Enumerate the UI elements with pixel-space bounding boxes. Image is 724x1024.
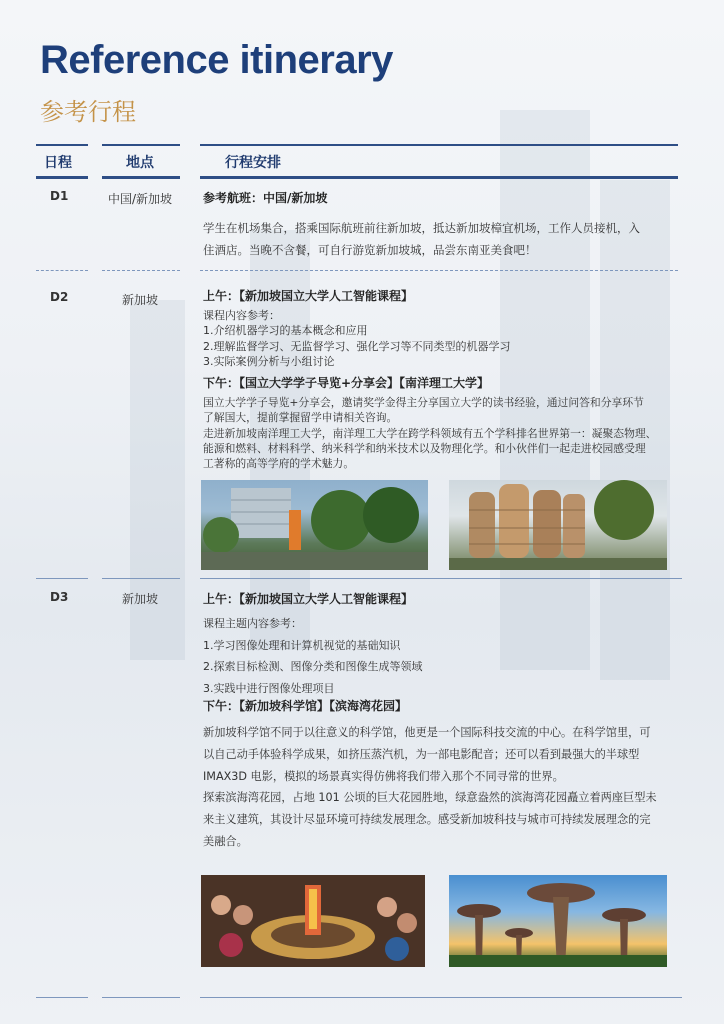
d2-afternoon-text [203,395,656,471]
row-divider [200,270,678,271]
header-bottom-rule [36,176,88,179]
morning-title: 上午：【新加坡国立大学人工智能课程】 [203,289,414,303]
row-divider [200,578,682,579]
header-bottom-rule [102,176,180,179]
science-centre-photo [201,875,425,967]
row-divider [102,270,180,271]
text-line: 3.实际案例分析与小组讨论 [203,354,335,368]
d3-morning-text [203,613,423,699]
text-line: 课程主题内容参考： [203,617,302,630]
text-line: 住酒店。当晚不含餐，可自行游览新加坡城，品尝东南亚美食吧！ [203,243,537,257]
text-line: 美融合。 [203,834,248,848]
ntu-hive-photo [449,480,667,570]
day-label: D1 [50,189,69,203]
text-line: 了解国大，提前掌握留学申请相关咨询。 [203,411,398,425]
location-label: 新加坡 [122,293,159,307]
bottom-rule [200,997,682,998]
d3-afternoon-text [203,722,657,853]
header-top-rule [200,144,678,146]
column-header-day: 日程 [44,155,72,171]
text-line: 课程内容参考： [203,309,280,322]
nus-campus-illustration [201,480,428,570]
text-line: 走进新加坡南洋理工大学，南洋理工大学在跨学科领域有五个学科排名世界第一：凝聚态物理、 [203,426,657,440]
flight-title: 参考航班：中国/新加坡 [203,191,328,205]
text-line: 来主义建筑，其设计尽显环境可持续发展理念。感受新加坡科技与城市可持续发展理念的完 [203,813,651,827]
text-line: 能源和燃料、材料科学、纳米科学和纳米技术以及物理化学。和小伙伴们一起走进校园感受理 [203,441,646,455]
text-line: 3.实践中进行图像处理项目 [203,681,335,695]
header-top-rule [36,144,88,146]
text-line: 探索滨海湾花园，占地 101 公顷的巨大花园胜地，绿意盎然的滨海湾花园矗立着两座巨型未 [203,791,657,805]
header-bottom-rule [200,176,678,179]
page-title-en: Reference itinerary [40,38,393,82]
text-line: 1.介绍机器学习的基本概念和应用 [203,324,368,338]
row-divider [36,578,88,579]
column-header-location: 地点 [126,155,154,171]
row-divider [36,270,88,271]
text-line: 新加坡科学馆不同于以往意义的科学馆，他更是一个国际科技交流的中心。在科学馆里，可 [203,726,651,739]
column-header-schedule: 行程安排 [225,155,281,171]
text-line: IMAX3D 电影，模拟的场景真实得仿佛将我们带入那个不同寻常的世界。 [203,769,564,783]
background-tower [500,110,590,670]
afternoon-title: 下午：【新加坡科学馆】【滨海湾花园】 [203,699,408,713]
supertree-illustration [449,875,667,967]
day-label: D2 [50,290,69,304]
gardens-by-the-bay-photo [449,875,667,967]
d1-description [203,217,640,261]
text-line: 国立大学学子导览+分享会，邀请奖学金得主分享国立大学的读书经验，通过问答和分享环节 [203,396,644,409]
row-divider [102,578,180,579]
ntu-hive-illustration [449,480,667,570]
text-line: 2.探索目标检测、图像分类和图像生成等领域 [203,660,423,673]
d2-morning-text [203,308,511,369]
location-label: 新加坡 [122,592,159,606]
bottom-rule [102,997,180,998]
text-line: 1.学习图像处理和计算机视觉的基础知识 [203,638,401,652]
text-line: 学生在机场集合，搭乘国际航班前往新加坡，抵达新加坡樟宜机场，工作人员接机，入 [203,221,640,235]
day-label: D3 [50,590,69,604]
page-title-cn: 参考行程 [40,98,136,126]
text-line: 以自己动手体验科学成果，如挤压蒸汽机，为一部电影配音；还可以看到最强大的半球型 [203,747,640,761]
bottom-rule [36,997,88,998]
location-label: 中国/新加坡 [108,192,173,206]
afternoon-title: 下午：【国立大学学子导览+分享会】【南洋理工大学】 [203,376,490,390]
morning-title: 上午：【新加坡国立大学人工智能课程】 [203,592,414,606]
text-line: 工著称的高等学府的学术魅力。 [203,457,355,471]
header-top-rule [102,144,180,146]
text-line: 2.理解监督学习、无监督学习、强化学习等不同类型的机器学习 [203,339,511,353]
nus-campus-photo [201,480,428,570]
science-centre-illustration [201,875,425,967]
